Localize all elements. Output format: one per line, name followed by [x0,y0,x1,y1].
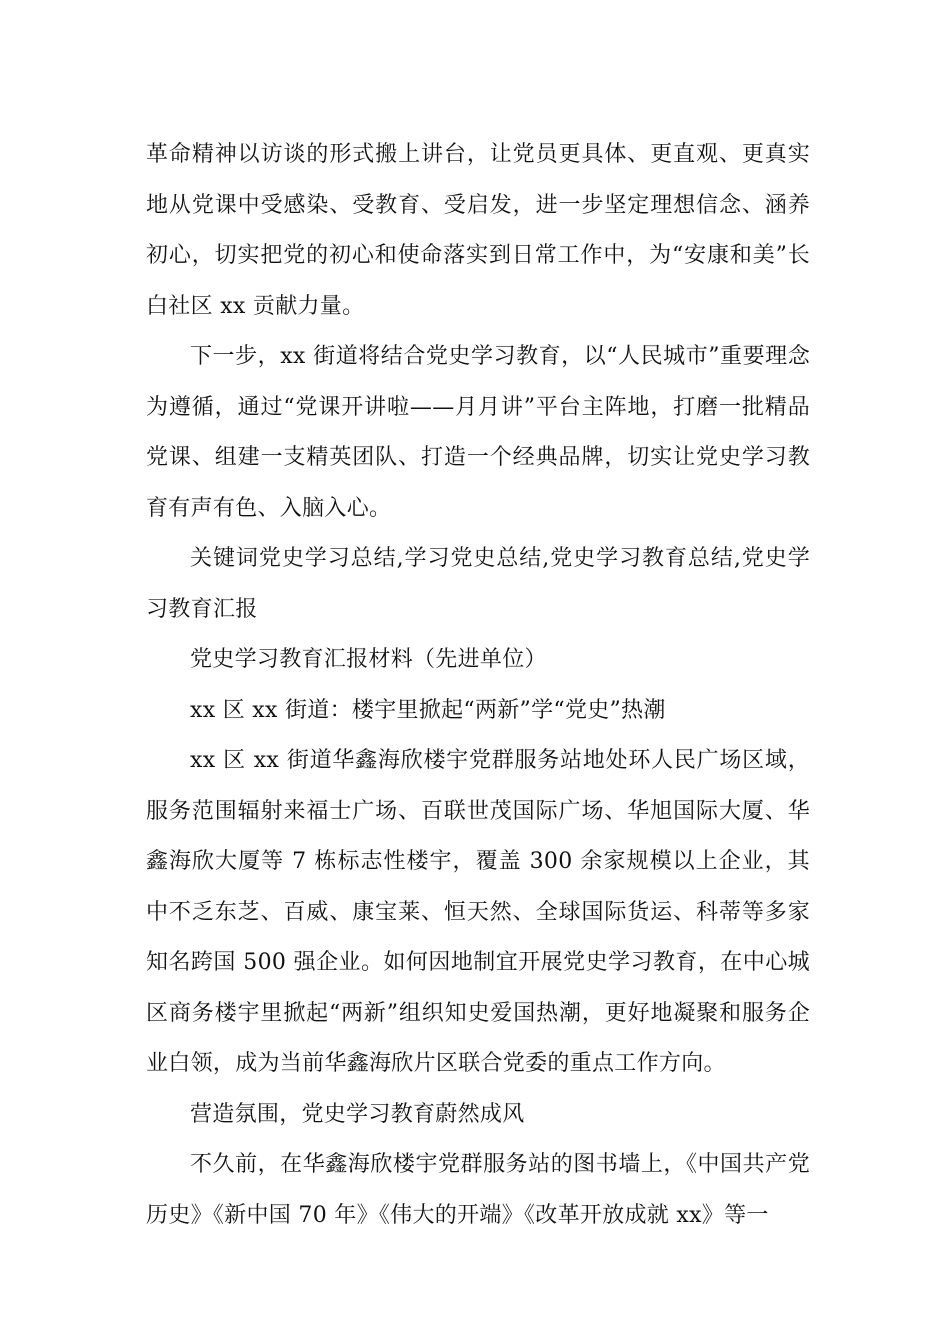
paragraph-keywords: 关键词党史学习总结,学习党史总结,党史学习教育总结,党史学习教育汇报 [146,546,810,622]
document-body [146,130,810,1241]
paragraph-overview: xx 区 xx 街道华鑫海欣楼宇党群服务站地处环人民广场区域，服务范围辐射来福士广场、百联世茂国际广场、华旭国际大厦、华鑫海欣大厦等 7 栋标志性楼宇，覆盖 300 余家规模以上企业，其中不乏东芝、百威、康宝莱、恒天然、全球国际货运、科蒂等多家知名跨国 500 强企业。如何因地制宜开展党史学习教育，在中心城区商务楼宇里掀起“两新”组织知史爱国热潮，更好地凝聚和服务企业白领，成为当前华鑫海欣片区联合党委的重点工作方向。 [146,748,810,1076]
section-subtitle: xx 区 xx 街道：楼宇里掀起“两新”学“党史”热潮 [190,697,666,723]
paragraph-next-step: 下一步，xx 街道将结合党史学习教育，以“人民城市”重要理念为遵循，通过“党课开讲啦——月月讲”平台主阵地，打磨一批精品党课、组建一支精英团队、打造一个经典品牌，切实让党史学习教育有声有色、入脑入心。 [146,344,810,521]
section-title: 党史学习教育汇报材料（先进单位） [190,647,547,672]
paragraph-library-wall: 不久前，在华鑫海欣楼宇党群服务站的图书墙上，《中国共产党历史》《新中国 70 年》《伟大的开端》《改革开放成就 xx》等一 [146,1152,810,1228]
paragraph-continuation: 革命精神以访谈的形式搬上讲台，让党员更具体、更直观、更真实地从党课中受感染、受教育、受启发，进一步坚定理想信念、涵养初心，切实把党的初心和使命落实到日常工作中，为“安康和美”长白社区 xx 贡献力量。 [146,142,810,319]
subsection-heading: 营造氛围，党史学习教育蔚然成风 [190,1101,525,1127]
